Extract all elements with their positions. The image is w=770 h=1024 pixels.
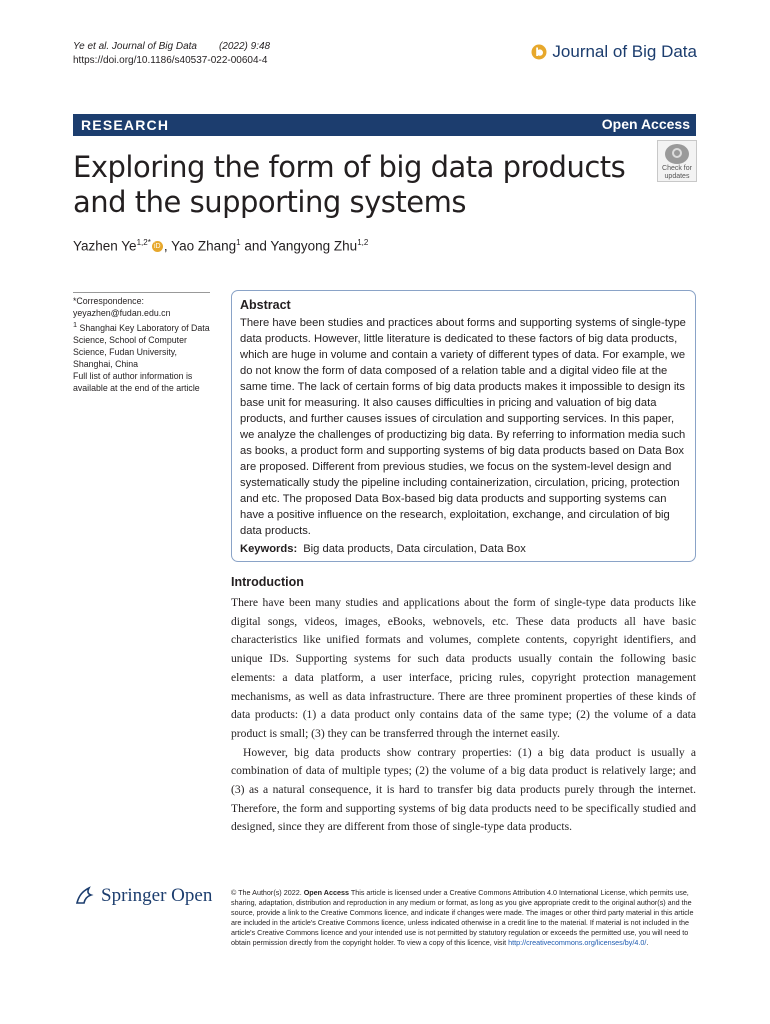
- intro-paragraph-1: There have been many studies and applications about the form of single-type data products like digital songs, videos, images, eBooks, webnovels, etc. These data products all have basic characteristics like unified formats and volumes, complete contents, copyright identifiers, and unique IDs. Supporting systems for such data products usually contain the following basic elements: a data platform, a user interface, pricing rules, copyright protection management mechanisms, as well as data infrastructure. There are three prominent properties of these kinds of data products: (1) a data product only contains data of the same type; (2) the volume of a data product is small; (3) they can be transferred through the internet easily.: [231, 596, 696, 740]
- author-list: [73, 238, 368, 254]
- check-badge-line2: updates: [664, 173, 690, 180]
- author-name[interactable]: Yazhen Ye: [73, 238, 137, 254]
- springer-horse-icon: [73, 885, 95, 907]
- affiliation-sup: 1: [73, 320, 78, 329]
- keywords-list: Big data products, Data circulation, Data Box: [303, 543, 526, 555]
- header-citation: [73, 40, 270, 68]
- check-badge-line1: Check for: [662, 165, 692, 172]
- check-for-updates-badge[interactable]: [657, 140, 697, 182]
- keywords-label: Keywords:: [240, 543, 298, 555]
- author-info-note: Full list of author information is available at the end of the article: [73, 370, 200, 393]
- section-bar: [73, 114, 696, 136]
- publisher-name: Springer Open: [101, 885, 213, 906]
- introduction-body: [231, 594, 696, 837]
- doi-link[interactable]: https://doi.org/10.1186/s40537-022-00604-4: [73, 55, 268, 66]
- introduction-heading: Introduction: [231, 575, 304, 589]
- section-label: RESEARCH: [81, 117, 170, 133]
- author-affil: 1: [236, 238, 241, 247]
- intro-paragraph-2: However, big data products show contrary properties: (1) a big data product is usually a combination of data of multiple types; (2) the volume of a big data product is relatively large; and (3) as a natural consequence, it is hard to transfer big data products purely through the internet. Therefore, the form and supporting systems of big data products need to be specifically studied and designed, since they are different from those of single-type data products.: [231, 745, 696, 834]
- citation-volume: (2022) 9:48: [218, 41, 271, 52]
- affiliation-text: Shanghai Key Laboratory of Data Science, School of Computer Science, Fudan University, Shanghai, China: [73, 322, 210, 369]
- license-prefix: © The Author(s) 2022.: [231, 888, 304, 897]
- abstract-heading: Abstract: [240, 298, 291, 312]
- side-divider: [73, 292, 210, 293]
- affiliation: [73, 319, 213, 370]
- license-link[interactable]: http://creativecommons.org/licenses/by/4.0/: [508, 938, 647, 947]
- journal-name: Journal of Big Data: [552, 42, 697, 61]
- check-updates-icon: [665, 144, 689, 164]
- license-end: .: [646, 938, 649, 947]
- citation-text: Ye et al. Journal of Big Data: [73, 41, 197, 52]
- journal-logo-icon: [531, 44, 547, 60]
- author-name[interactable]: and Yangyong Zhu: [240, 238, 358, 254]
- article-title: Exploring the form of big data products and the supporting systems: [73, 150, 626, 219]
- abstract-box: [231, 290, 696, 562]
- abstract-text: There have been studies and practices about forms and supporting systems of single-type data products. However, little literature is dedicated to these factors of big data products, which are huge in volume and contain a variety of different types of data. For example, we do not know the form of data composed of a relation table and a digital video file at the same time. The lack of certain forms of big data products makes it impossible to design its base unit for measuring. It also causes difficulties in pricing and valuation of big data products, and further causes issues of circulation and supporting services. In this paper, we analyze the challenges of productizing big data. By referring to information media such as books, a product form and supporting systems of big data products based on Data Box are proposed. Different from previous studies, we focus on the system-level design and systematically study the pipeline including containerization, circulation, pricing, protection and etc. The proposed Data Box-based big data products and supporting systems can have a positive influence on the research, exploitation, exchange, and circulation of big data products.: [240, 317, 686, 537]
- springer-open-logo[interactable]: [73, 885, 212, 907]
- correspondence-notes: [73, 295, 213, 394]
- author-affil: 1,2: [357, 238, 369, 247]
- license-body: This article is licensed under a Creative Commons Attribution 4.0 International License, which permits use, sharing, adaptation, distribution and reproduction in any medium or format, as long as you give appropriate credit to the original author(s) and the source, provide a link to the Creative Commons licence, and indicate if changes were made. The images or other third party material in this article are included in the article's Creative Commons licence, unless indicated otherwise in a credit line to the material. If material is not included in the article's Creative Commons licence and your intended use is not permitted by statutory regulation or exceeds the permitted use, you will need to obtain permission directly from the copyright holder. To view a copy of this licence, visit: [231, 888, 694, 947]
- license-text: [231, 888, 696, 948]
- correspondence-email[interactable]: yeyazhen@fudan.edu.cn: [73, 308, 171, 318]
- keywords: [240, 541, 687, 557]
- license-open-access: Open Access: [303, 888, 349, 897]
- author-name[interactable]: , Yao Zhang: [163, 238, 237, 254]
- open-access-label: Open Access: [601, 116, 690, 132]
- correspondence-label: *Correspondence:: [73, 296, 144, 306]
- journal-logo[interactable]: [531, 42, 697, 62]
- author-affil: 1,2*: [136, 238, 151, 247]
- orcid-icon[interactable]: iD: [152, 241, 163, 252]
